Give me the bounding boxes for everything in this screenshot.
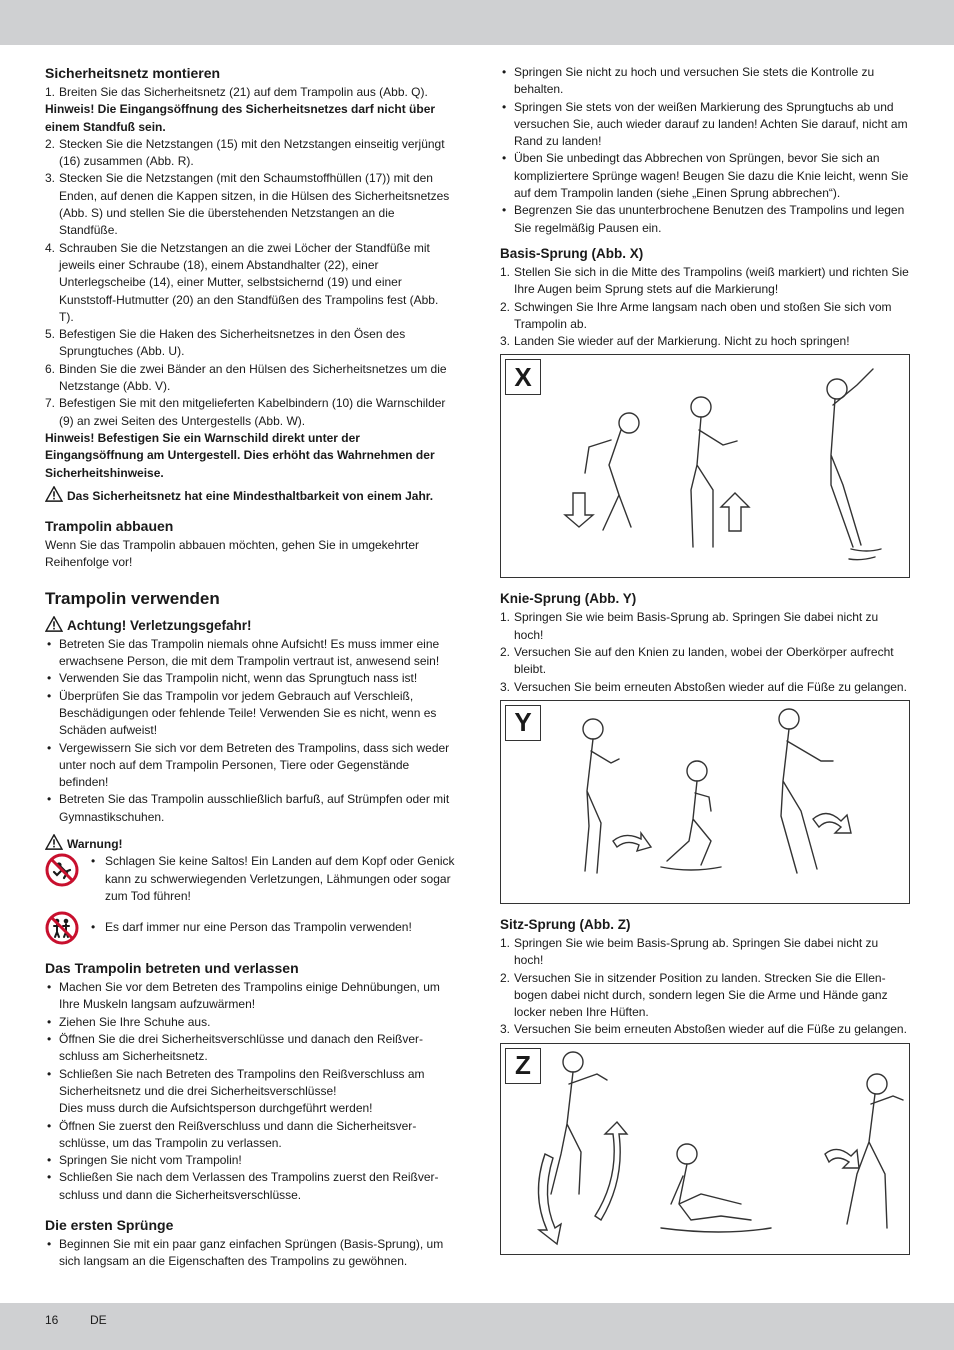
list-item: • Betreten Sie das Trampolin niemals ohne Aufsicht! Es muss immer eine erwachsene Person, die mit dem Trampolin vertraut ist, anwesend sein! bbox=[45, 636, 455, 671]
figure-letter: X bbox=[505, 359, 541, 395]
list-item: 7. Befestigen Sie mit den mitgelieferten Kabelbindern (10) die Warnschilder (9) an zwei Seiten des Untergestells (Abb. W). bbox=[45, 396, 446, 428]
list-item: • Springen Sie nicht vom Trampolin! bbox=[45, 1152, 455, 1169]
list-item: • Schlagen Sie keine Saltos! Ein Landen auf dem Kopf oder Genick kann zu schwerwiegenden Verletzungen, Lähmungen oder sogar zum Tod führen! bbox=[89, 853, 455, 905]
list-item: • Üben Sie unbedingt das Abbrechen von Sprüngen, bevor Sie sich an kompliziertere Sprünge wagen! Beugen Sie dazu die Knie leicht, wenn Sie auf dem Trampolin landen (siehe „Einen Sprung abbrechen“). bbox=[500, 150, 910, 202]
hint-text: Hinweis! Befestigen Sie ein Warnschild direkt unter der Eingangsöffnung am Untergestell. Dies erhöht das Wahrnehmen der Sicherheitshinweise. bbox=[45, 430, 435, 480]
left-column bbox=[45, 64, 455, 1271]
list-item: • Betreten Sie das Trampolin ausschließlich barfuß, auf Strümpfen oder mit Gymnastikschuhen. bbox=[45, 791, 455, 826]
steps-sitz bbox=[500, 935, 910, 1039]
header-bar bbox=[0, 0, 954, 45]
sit-jump-illustration bbox=[501, 1044, 909, 1254]
steps-knie bbox=[500, 609, 910, 695]
no-somersault-icon bbox=[45, 853, 79, 887]
erste-list bbox=[45, 1236, 455, 1271]
section-title-verwenden: Trampolin verwenden bbox=[45, 588, 220, 608]
betreten-list bbox=[45, 979, 455, 1204]
list-item: 2. Stecken Sie die Netzstangen (15) mit den Netzstangen einseitig verjüngt (16) zusammen (Abb. R). bbox=[45, 136, 445, 169]
list-item: • Vergewissern Sie sich vor dem Betreten des Trampolins, dass sich weder unter noch auf dem Trampolin Personen, Tiere oder Gegenstände befinden! bbox=[45, 740, 455, 792]
page-number: 16 bbox=[45, 1313, 59, 1327]
list-item: • Ziehen Sie Ihre Schuhe aus. bbox=[45, 1014, 455, 1031]
figure-x bbox=[500, 354, 910, 578]
steps-sicherheitsnetz-cont bbox=[45, 136, 455, 430]
list-item: • Öffnen Sie die drei Sicherheitsverschlüsse und danach den Reißverschluss am Sicherheitsnetz. bbox=[45, 1031, 455, 1066]
list-item: 3. Versuchen Sie beim erneuten Abstoßen wieder auf die Füße zu gelangen. bbox=[500, 679, 907, 694]
warn-row-saltos bbox=[45, 853, 455, 905]
section-title-sicherheitsnetz: Sicherheitsnetz montieren bbox=[45, 65, 221, 81]
abbauen-text: Wenn Sie das Trampolin abbauen möchten, gehen Sie in umgekehrter Reihenfolge vor! bbox=[45, 538, 420, 570]
erste-list-cont bbox=[500, 64, 910, 237]
list-item: 3. Versuchen Sie beim erneuten Abstoßen wieder auf die Füße zu gelangen. bbox=[500, 1022, 907, 1037]
one-person-only-icon bbox=[45, 911, 79, 945]
warning-line: Das Sicherheitsnetz hat eine Mindesthaltbarkeit von einem Jahr. bbox=[45, 486, 455, 505]
list-item: 2. Versuchen Sie auf den Knien zu landen, wobei der Oberkörper aufrecht bleibt. bbox=[500, 645, 894, 677]
steps-basis bbox=[500, 264, 910, 350]
language-code: DE bbox=[90, 1313, 107, 1327]
warning-triangle-icon bbox=[45, 616, 63, 632]
verwenden-list bbox=[45, 636, 455, 826]
achtung-heading: Achtung! Verletzungsgefahr! bbox=[45, 616, 455, 634]
list-item: • Öffnen Sie zuerst den Reißverschluss und dann die Sicherheitsverschlüsse, um das Trampolin zu verlassen. bbox=[45, 1118, 455, 1153]
list-item: 2. Schwingen Sie Ihre Arme langsam nach oben und stoßen Sie sich vom Trampolin ab. bbox=[500, 299, 892, 331]
steps-sicherheitsnetz bbox=[45, 84, 455, 101]
list-item: • Es darf immer nur eine Person das Trampolin verwenden! bbox=[89, 919, 455, 936]
right-column bbox=[500, 64, 910, 1255]
figure-y bbox=[500, 700, 910, 904]
figure-letter: Z bbox=[505, 1048, 541, 1084]
warning-triangle-icon bbox=[45, 486, 63, 502]
list-item: 5. Befestigen Sie die Haken des Sicherheitsnetzes in den Ösen des Sprungtuches (Abb. U). bbox=[45, 327, 406, 359]
list-item: • Schließen Sie nach dem Verlassen des Trampolins zuerst den Reißverschluss und dann die Sicherheitsverschlüsse. bbox=[45, 1169, 455, 1204]
list-item: 1. Stellen Sie sich in die Mitte des Trampolins (weiß markiert) und richten Sie Ihre Augen beim Sprung stets auf die Markierung! bbox=[500, 264, 909, 297]
list-item: • Springen Sie nicht zu hoch und versuchen Sie stets die Kontrolle zu behalten. bbox=[500, 64, 910, 99]
knee-jump-illustration bbox=[501, 701, 909, 903]
list-item: 3. Stecken Sie die Netzstangen (mit den Schaumstoffhüllen (17)) mit den Enden, auf denen die Kappen sitzen, in die Hülsen des Sicherheitsnetzes (Abb. S) und stellen Sie die überstehenden Netzstangen an die Standfüße. bbox=[45, 171, 450, 238]
section-title-erste: Die ersten Sprünge bbox=[45, 1217, 174, 1234]
section-title-basis: Basis-Sprung (Abb. X) bbox=[500, 245, 644, 261]
list-item: • Begrenzen Sie das ununterbrochene Benutzen des Trampolins und legen Sie regelmäßig Pausen ein. bbox=[500, 202, 910, 237]
section-title-knie: Knie-Sprung (Abb. Y) bbox=[500, 591, 637, 607]
warn-list bbox=[89, 853, 455, 905]
list-item: 1. Springen Sie wie beim Basis-Sprung ab. Springen Sie dabei nicht zu hoch! bbox=[500, 935, 879, 968]
warnung-heading: Warnung! bbox=[45, 834, 455, 853]
warning-triangle-icon bbox=[45, 834, 63, 850]
section-title-abbauen: Trampolin abbauen bbox=[45, 518, 174, 535]
list-item: • Überprüfen Sie das Trampolin vor jedem Gebrauch auf Verschleiß, Beschädigungen oder fehlende Teile! Verwenden Sie es nicht, wenn es Schäden aufweist! bbox=[45, 688, 455, 740]
list-item: 1. Springen Sie wie beim Basis-Sprung ab. Springen Sie dabei nicht zu hoch! bbox=[500, 610, 879, 642]
footer-bar bbox=[0, 1303, 954, 1350]
warn-row-one-person bbox=[45, 911, 455, 945]
warn-list bbox=[89, 911, 455, 936]
hint-text: Hinweis! Die Eingangsöffnung des Sicherheitsnetzes darf nicht über einem Standfuß sein. bbox=[45, 102, 436, 134]
list-item: 2. Versuchen Sie in sitzender Position zu landen. Strecken Sie die Ellenbogen dabei nicht durch, sondern legen Sie die Arme und Hände ganz locker neben Ihre Hüften. bbox=[500, 970, 888, 1020]
basis-jump-illustration bbox=[501, 355, 909, 577]
list-item: 4. Schrauben Sie die Netzstangen an die zwei Löcher der Standfüße mit jeweils einer Schraube (18), einem Abstandhalter (22), einer Unterlegscheibe (14), einer Mutter, selbstsichernd (19) und einer Kunststoff-Hutmutter (20) an den Standfüßen des Trampolins fest (Abb. T). bbox=[45, 240, 439, 324]
list-item: • Verwenden Sie das Trampolin nicht, wenn das Sprungtuch nass ist! bbox=[45, 670, 455, 687]
list-item: • Springen Sie stets von der weißen Markierung des Sprungtuchs ab und versuchen Sie, auch wieder darauf zu landen! Achten Sie darauf, nicht am Rand zu landen! bbox=[500, 99, 910, 151]
section-title-sitz: Sitz-Sprung (Abb. Z) bbox=[500, 916, 631, 932]
list-item: 3. Landen Sie wieder auf der Markierung. Nicht zu hoch springen! bbox=[500, 334, 850, 349]
list-item: 1. Breiten Sie das Sicherheitsnetz (21) auf dem Trampolin aus (Abb. Q). bbox=[45, 85, 428, 99]
section-title-betreten: Das Trampolin betreten und verlassen bbox=[45, 960, 299, 977]
list-item: • Beginnen Sie mit ein paar ganz einfachen Sprüngen (Basis-Sprung), um sich langsam an die Eigenschaften des Trampolins zu gewöhnen. bbox=[45, 1236, 455, 1271]
list-item: • Schließen Sie nach Betreten des Trampolins den Reißverschluss am Sicherheitsnetz und die drei Sicherheitsverschlüsse! Dies muss durch die Aufsichtsperson durchgeführt werden! bbox=[45, 1066, 455, 1118]
list-item: • Machen Sie vor dem Betreten des Trampolins einige Dehnübungen, um Ihre Muskeln langsam aufzuwärmen! bbox=[45, 979, 455, 1014]
list-item: 6. Binden Sie die zwei Bänder an den Hülsen des Sicherheitsnetzes um die Netzstange (Abb. V). bbox=[45, 361, 447, 394]
figure-letter: Y bbox=[505, 705, 541, 741]
figure-z bbox=[500, 1043, 910, 1255]
